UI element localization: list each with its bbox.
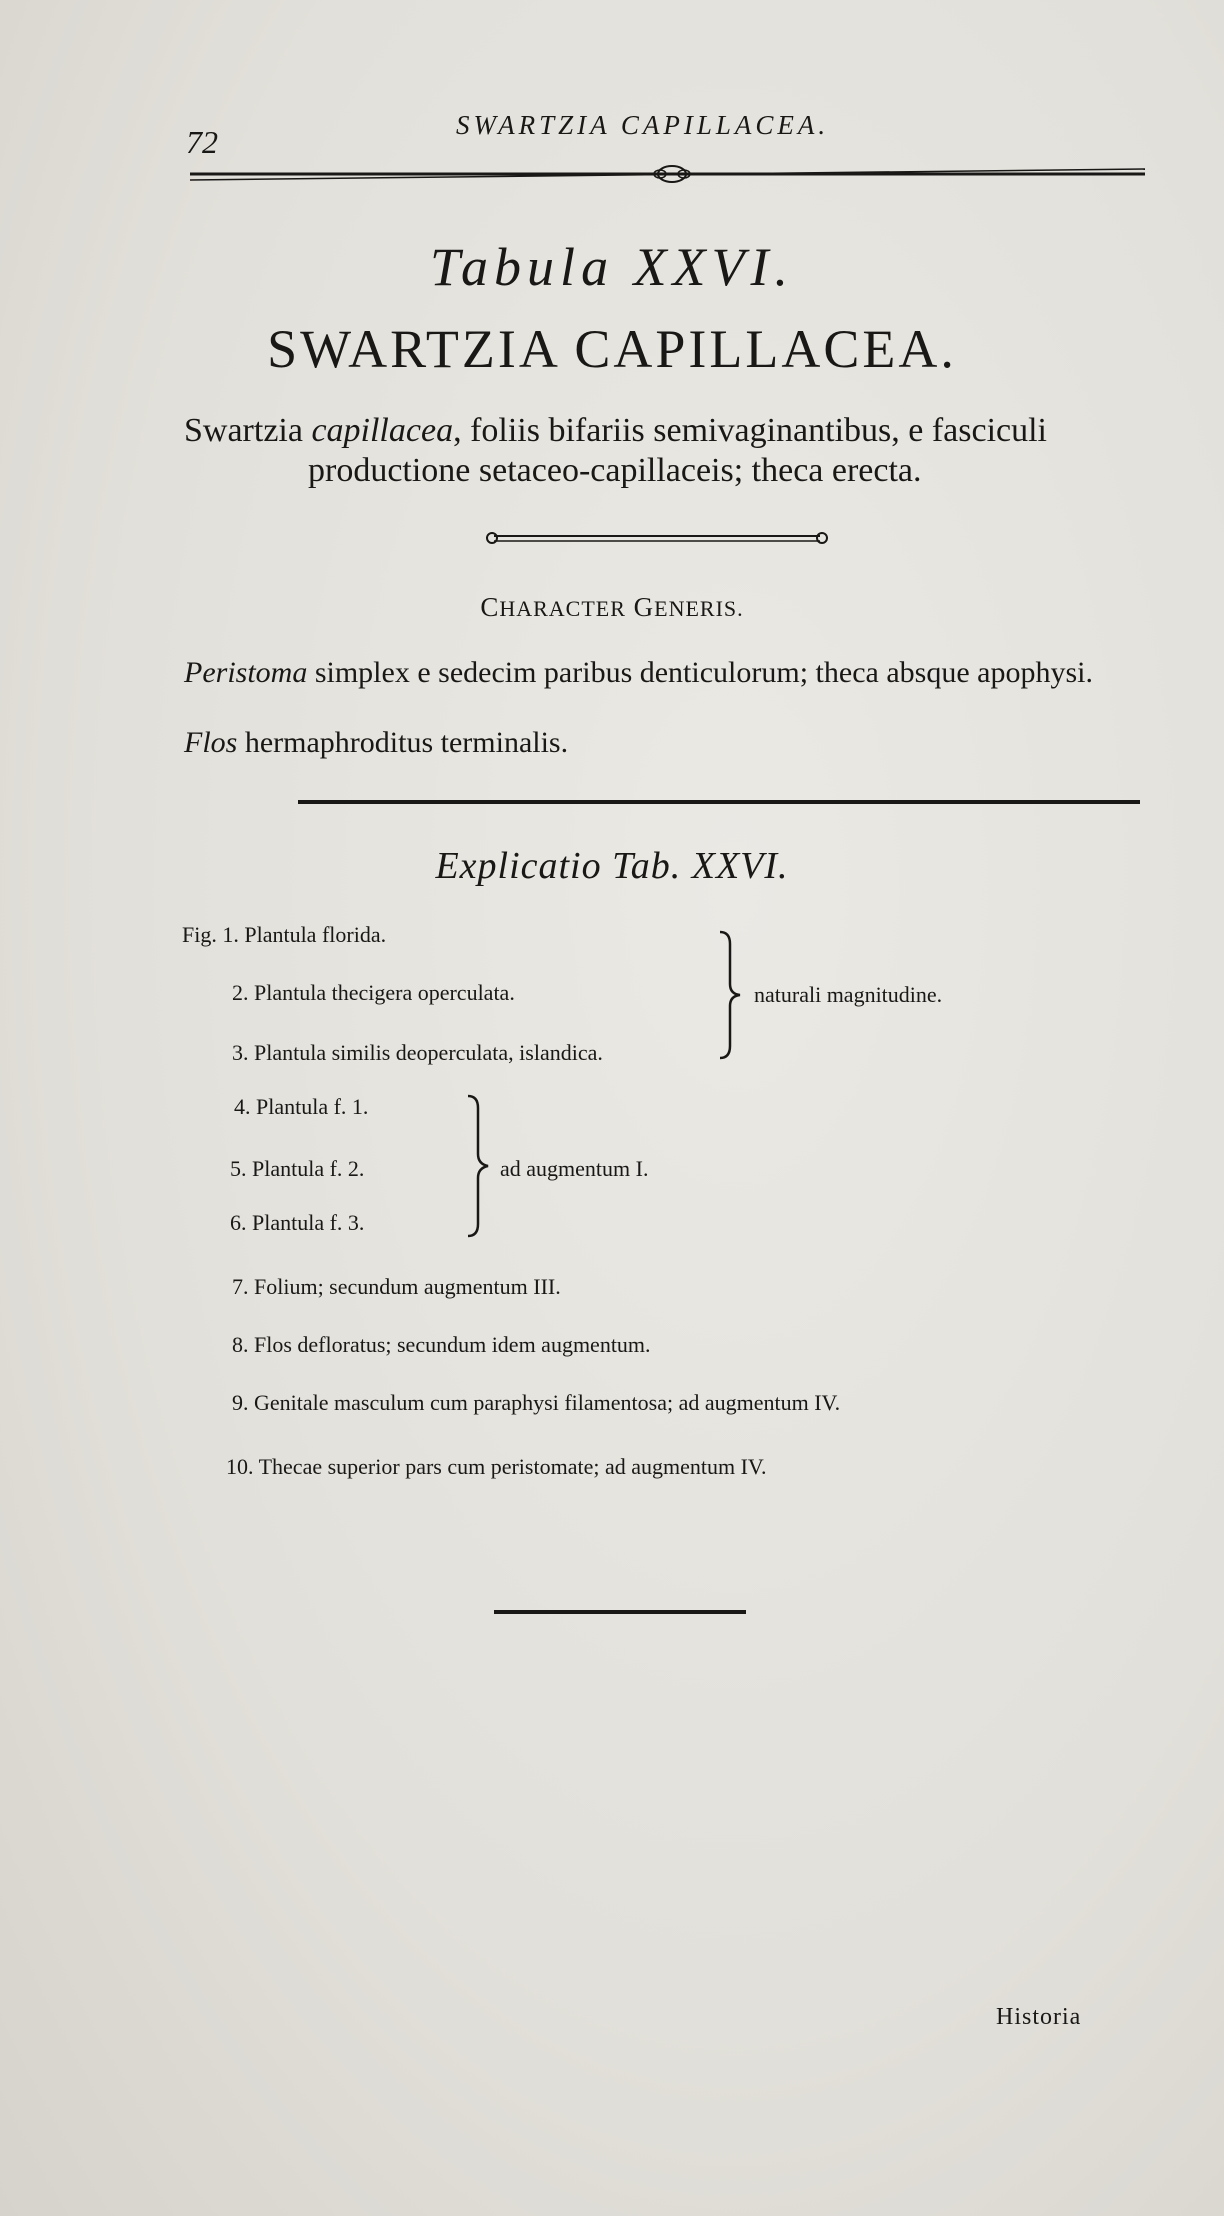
brace-group-2 bbox=[464, 1092, 494, 1240]
figure-caption: 8. Flos defloratus; secundum idem augmentum. bbox=[232, 1332, 651, 1357]
character-generis-heading: CHARACTER GENERIS. bbox=[480, 592, 744, 622]
running-head: SWARTZIA CAPILLACEA. bbox=[456, 110, 830, 140]
figure-caption: 6. Plantula f. 3. bbox=[230, 1210, 365, 1235]
figure-caption: 5. Plantula f. 2. bbox=[230, 1156, 365, 1181]
figure-caption: 10. Thecae superior pars cum peristomate; ad augmentum IV. bbox=[226, 1454, 767, 1479]
section-rule bbox=[298, 800, 1140, 804]
group-label-natural-size: naturali magnitudine. bbox=[754, 982, 943, 1007]
figure-caption: 2. Plantula thecigera operculata. bbox=[232, 980, 515, 1005]
figure-caption: Fig. 1. Plantula florida. bbox=[182, 922, 387, 947]
end-rule bbox=[494, 1610, 746, 1614]
figure-caption: 9. Genitale masculum cum paraphysi filamentosa; ad augmentum IV. bbox=[232, 1390, 841, 1415]
genus-name: Swartzia bbox=[184, 412, 303, 449]
figure-caption: 7. Folium; secundum augmentum III. bbox=[232, 1274, 561, 1299]
flos-label: Flos bbox=[184, 726, 238, 759]
flos-character: Flos hermaphroditus terminalis. bbox=[184, 726, 569, 759]
figure-caption: 4. Plantula f. 1. bbox=[234, 1094, 369, 1119]
brace-group-1 bbox=[716, 928, 746, 1062]
page-number: 72 bbox=[186, 124, 218, 160]
plate-heading: Tabula XXVI. bbox=[429, 237, 795, 297]
species-description-line-1 bbox=[184, 412, 1047, 450]
explicatio-heading: Explicatio Tab. XXVI. bbox=[435, 845, 789, 887]
species-epithet: capillacea bbox=[311, 412, 454, 449]
description-text: , foliis bifariis semivaginantibus, e fasciculi bbox=[453, 412, 1047, 449]
figure-caption: 3. Plantula similis deoperculata, islandica. bbox=[232, 1040, 603, 1065]
peristoma-label: Peristoma bbox=[184, 656, 308, 689]
catchword: Historia bbox=[996, 2004, 1082, 2030]
peristoma-character: Peristoma simplex e sedecim paribus denticulorum; theca absque apophysi. bbox=[184, 656, 1093, 689]
species-description-line-2: productione setaceo-capillaceis; theca erecta. bbox=[308, 452, 922, 489]
group-label-magnification: ad augmentum I. bbox=[500, 1156, 649, 1181]
ornamental-divider bbox=[484, 527, 830, 549]
species-title: SWARTZIA CAPILLACEA. bbox=[267, 319, 957, 379]
decorative-head-rule bbox=[190, 160, 1145, 188]
